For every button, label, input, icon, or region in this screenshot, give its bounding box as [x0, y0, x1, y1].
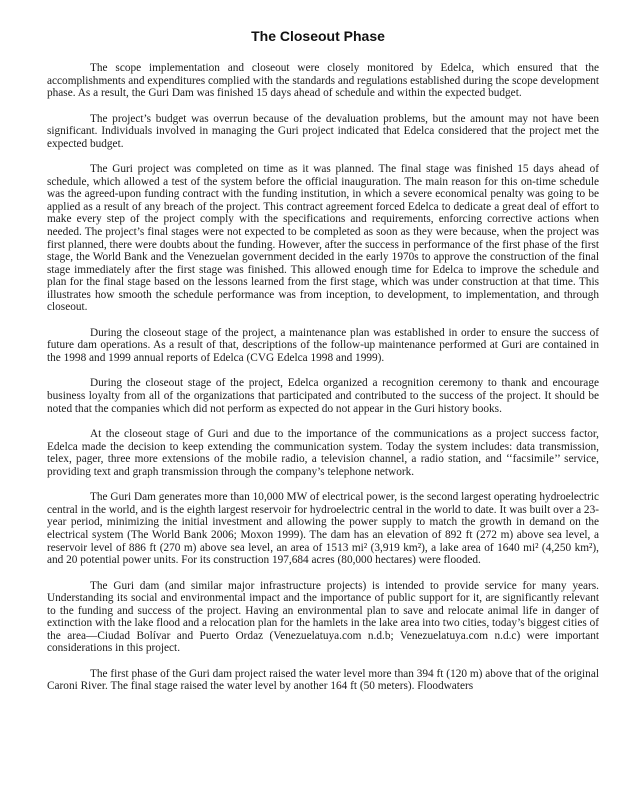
paragraph-2: The project’s budget was overrun because of the devaluation problems, but the amount may not have been significant. Individuals involved in managing the Guri project indicated that Edelca considered that the project met the expected budget.: [47, 112, 599, 150]
paragraph-7: The Guri Dam generates more than 10,000 MW of electrical power, is the second largest operating hydroelectric central in the world, and is the eighth largest reservoir for hydroelectric central in the world to date. It was built over a 23-year period, minimizing the initial investment and allowing the power supply to match the growth in demand on the electrical system (The World Bank 2006; Moxon 1999). The dam has an elevation of 892 ft (272 m) above sea level, a reservoir level of 886 ft (270 m) above sea level, an area of 1513 mi² (3,919 km²), a lake area of 1640 mi² (4,250 km²), and 20 potential power units. For its construction 197,684 acres (80,000 hectares) were flooded.: [47, 491, 599, 567]
paragraph-3: The Guri project was completed on time as it was planned. The final stage was finished 15 days ahead of schedule, which allowed a test of the system before the official inauguration. The main reason for this on-time schedule was the agreed-upon funding contract with the funding institution, in which a severe economical penalty was going to be applied as a result of any breach of the project. This contract agreement forced Edelca to dedicate a great deal of effort to make every step of the project comply with the specifications and requirements, enforcing corrective actions when needed. The project’s final stages were not expected to be completed as soon as they were because, when the project was first planned, there were doubts about the funding. However, after the success in performance of the first phase of the first stage, the World Bank and the Venezuelan government decided in the early 1970s to approve the construction of the final stage immediately after the first stage was finished. This allowed enough time for Edelca to improve the schedule and plan for the final stage based on the lessons learned from the first stage, which was under construction at that time. This illustrates how smooth the schedule performance was from inception, to development, to implementation, and through closeout.: [47, 163, 599, 314]
page-title: The Closeout Phase: [251, 28, 385, 44]
paragraph-6: At the closeout stage of Guri and due to the importance of the communications as a project success factor, Edelca made the decision to keep extending the communication system. Today the system includes: data transmission, telex, pager, three more extensions of the mobile radio, a television channel, a radio station, and ‘‘facsimile’’ service, providing text and graph transmission through the company’s telephone network.: [47, 428, 599, 478]
paragraph-9: The first phase of the Guri dam project raised the water level more than 394 ft (120 m) above that of the original Caroni River. The final stage raised the water level by another 164 ft (50 meters). Floodwaters: [47, 667, 599, 693]
paragraph-1: The scope implementation and closeout were closely monitored by Edelca, which ensured that the accomplishments and expenditures complied with the standards and regulations established during the scope development phase. As a result, the Guri Dam was finished 15 days ahead of schedule and within the expected budget.: [47, 62, 599, 100]
paragraph-8: The Guri dam (and similar major infrastructure projects) is intended to provide service for many years. Understanding its social and environmental impact and the importance of public support for it, are significantly relevant to the funding and success of the project. Having an environmental plan to save and relocate animal life in danger of extinction with the lake flood and a relocation plan for the hamlets in the lake area into two cities, today’s biggest cities of the area—Ciudad Bolívar and Puerto Ordaz (Venezuelatuya.com n.d.b; Venezuelatuya.com n.d.c) were important considerations in this project.: [47, 579, 599, 655]
body-text: [47, 62, 599, 693]
paragraph-5: During the closeout stage of the project, Edelca organized a recognition ceremony to thank and encourage business loyalty from all of the organizations that participated and contributed to the success of the project. It should be noted that the companies which did not perform as expected do not appear in the Guri history books.: [47, 377, 599, 415]
paragraph-4: During the closeout stage of the project, a maintenance plan was established in order to ensure the success of future dam operations. As a result of that, descriptions of the follow-up maintenance performed at Guri are contained in the 1998 and 1999 annual reports of Edelca (CVG Edelca 1998 and 1999).: [47, 326, 599, 364]
